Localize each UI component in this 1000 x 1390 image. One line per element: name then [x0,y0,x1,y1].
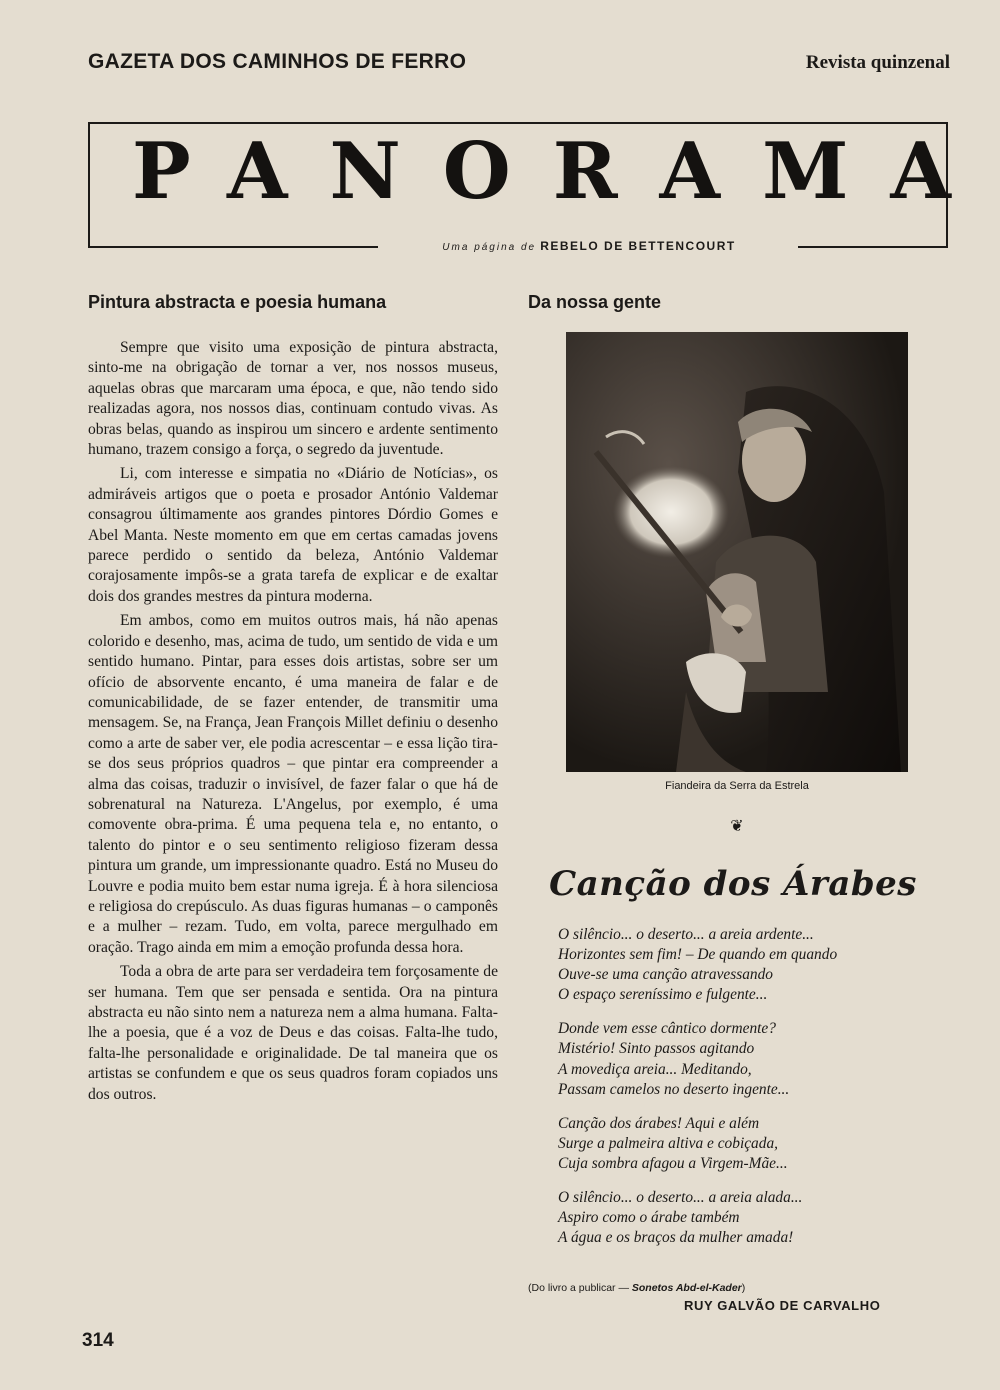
poem-stanza [558,1114,948,1174]
footnote-prefix: (Do livro a publicar — [528,1282,632,1294]
periodicity-label: Revista quinzenal [805,52,950,73]
footnote-book: Sonetos Abd-el-Kader [631,1282,742,1294]
banner-credit [380,239,798,253]
poem-line: Surge a palmeira altiva e cobiçada, [558,1134,778,1152]
poem-title: Canção dos Árabes [549,864,917,904]
poem-line: A movediça areia... Meditando, [558,1060,752,1078]
panorama-banner [88,122,993,248]
photo-illustration [566,332,908,772]
poem-source-note [528,1282,938,1294]
poem-line: A água e os braços da mulher amada! [558,1229,794,1247]
article-paragraph: Em ambos, como em muitos outros mais, há não apenas colorido e desenho, mas, acima de tudo, um sentido de vida e um sentido humano. Pintar, para esses dois artistas, sobre ser um ofício de absorvente encanto, é uma maneira de falar e de comunicabilidade, de se fazer entender, de transmitir uma mensagem. Se, na França, Jean François Millet definiu o desenho como a arte de saber ver, ele podia acrescentar – e essa lição tira-se dos seus próprios quadros – que pintar era compreender a alma das coisas, traduzir o invisível, de fazer falar o que há de sobrenatural na Natureza. L'Angelus, por exemplo, é uma comovente obra-prima. É uma pequena tela e, no entanto, o talento do pintor e o seu sentimento religioso fizeram dessa pintura um grande, um impressionante quadro. Está no Museu do Louvre e podia muito bem estar numa igreja. É à hora silenciosa e religiosa do crepúsculo. As duas figuras humanas – o camponês e a mulher – rezam. Tudo, em volta, parece mergulhado em oração. Trago ainda em mim a emoção profunda dessa hora. [88,612,498,956]
photo-caption: Fiandeira da Serra da Estrela [665,780,809,792]
banner-rule-left [88,246,378,248]
article-title: Pintura abstracta e poesia humana [88,292,387,312]
footnote-suffix: ) [741,1282,746,1294]
poem-line: Horizontes sem fim! – De quando em quando [558,946,838,964]
poem-line: Aspiro como o árabe também [558,1209,740,1227]
publication-name: GAZETA DOS CAMINHOS DE FERRO [88,50,467,73]
poem-line: Mistério! Sinto passos agitando [558,1040,755,1058]
poem-body [558,925,948,1262]
poem-line: O silêncio... o deserto... a areia alada... [558,1189,803,1207]
poem-line: Canção dos árabes! Aqui e além [558,1114,760,1132]
poem-line: O silêncio... o deserto... a areia ardente... [558,926,814,943]
credit-prefix: Uma página de [442,242,537,253]
right-column [528,292,948,1313]
spinner-photograph [566,332,908,772]
article-paragraph: Toda a obra de arte para ser verdadeira tem forçosamente de ser humana. Tem que ser pensada e sentida. Ora na pintura abstracta eu não sinto nem a natureza nem a alma humana. Falta-lhe a poesia, que é a voz de Deus e das coisas. Falta-lhe tudo, falta-lhe personalidade e originalidade. De tal maneira que os artistas se confundem e que os seus quadros foram copiados uns dos outros. [88,963,498,1103]
poem-stanza [558,1019,948,1099]
banner-credit-line [88,240,948,254]
ornament-icon: ❦ [730,818,744,835]
article-paragraph: Li, com interesse e simpatia no «Diário de Notícias», os admiráveis artigos que o poeta e prosador António Valdemar consagrou últimamente aos grandes pintores Dórdio Gomes e Abel Manta. Neste momento em que em certas camadas jovens parece perdido o sentido da beleza, António Valdemar corajosamente impôs-se a grata tarefa de explicar e de exaltar dois dos grandes mestres da pintura moderna. [88,465,498,605]
article-body [88,338,498,1105]
banner-title: PANORAMA [132,126,993,217]
poem-stanza [558,925,948,1005]
article-paragraph: Sempre que visito uma exposição de pintura abstracta, sinto-me na obrigação de tornar a ver, nos nossos museus, aquelas obras que marcaram uma época, e que, não tendo sido realizadas agora, nos nossos dias, continuam contudo vivas. As obras belas, quando as inspirou um sincero e ardente sentimento humano, trazem consigo a força, o segredo da juventude. [88,339,498,459]
poem-author: RUY GALVÃO DE CARVALHO [684,1298,881,1313]
poem-line: Passam camelos no deserto ingente... [558,1080,790,1098]
running-header [88,50,950,76]
section-title: Da nossa gente [528,292,662,312]
poem-line: Ouve-se uma canção atravessando [558,966,773,984]
poem-line: O espaço sereníssimo e fulgente... [558,986,768,1004]
left-column [88,292,498,1109]
credit-author: REBELO DE BETTENCOURT [540,239,736,253]
page-number: 314 [82,1330,114,1351]
poem-line: Cuja sombra afagou a Virgem-Mãe... [558,1154,788,1172]
poem-line: Donde vem esse cântico dormente? [558,1020,776,1038]
poem-stanza [558,1188,948,1248]
banner-rule-right [798,246,948,248]
